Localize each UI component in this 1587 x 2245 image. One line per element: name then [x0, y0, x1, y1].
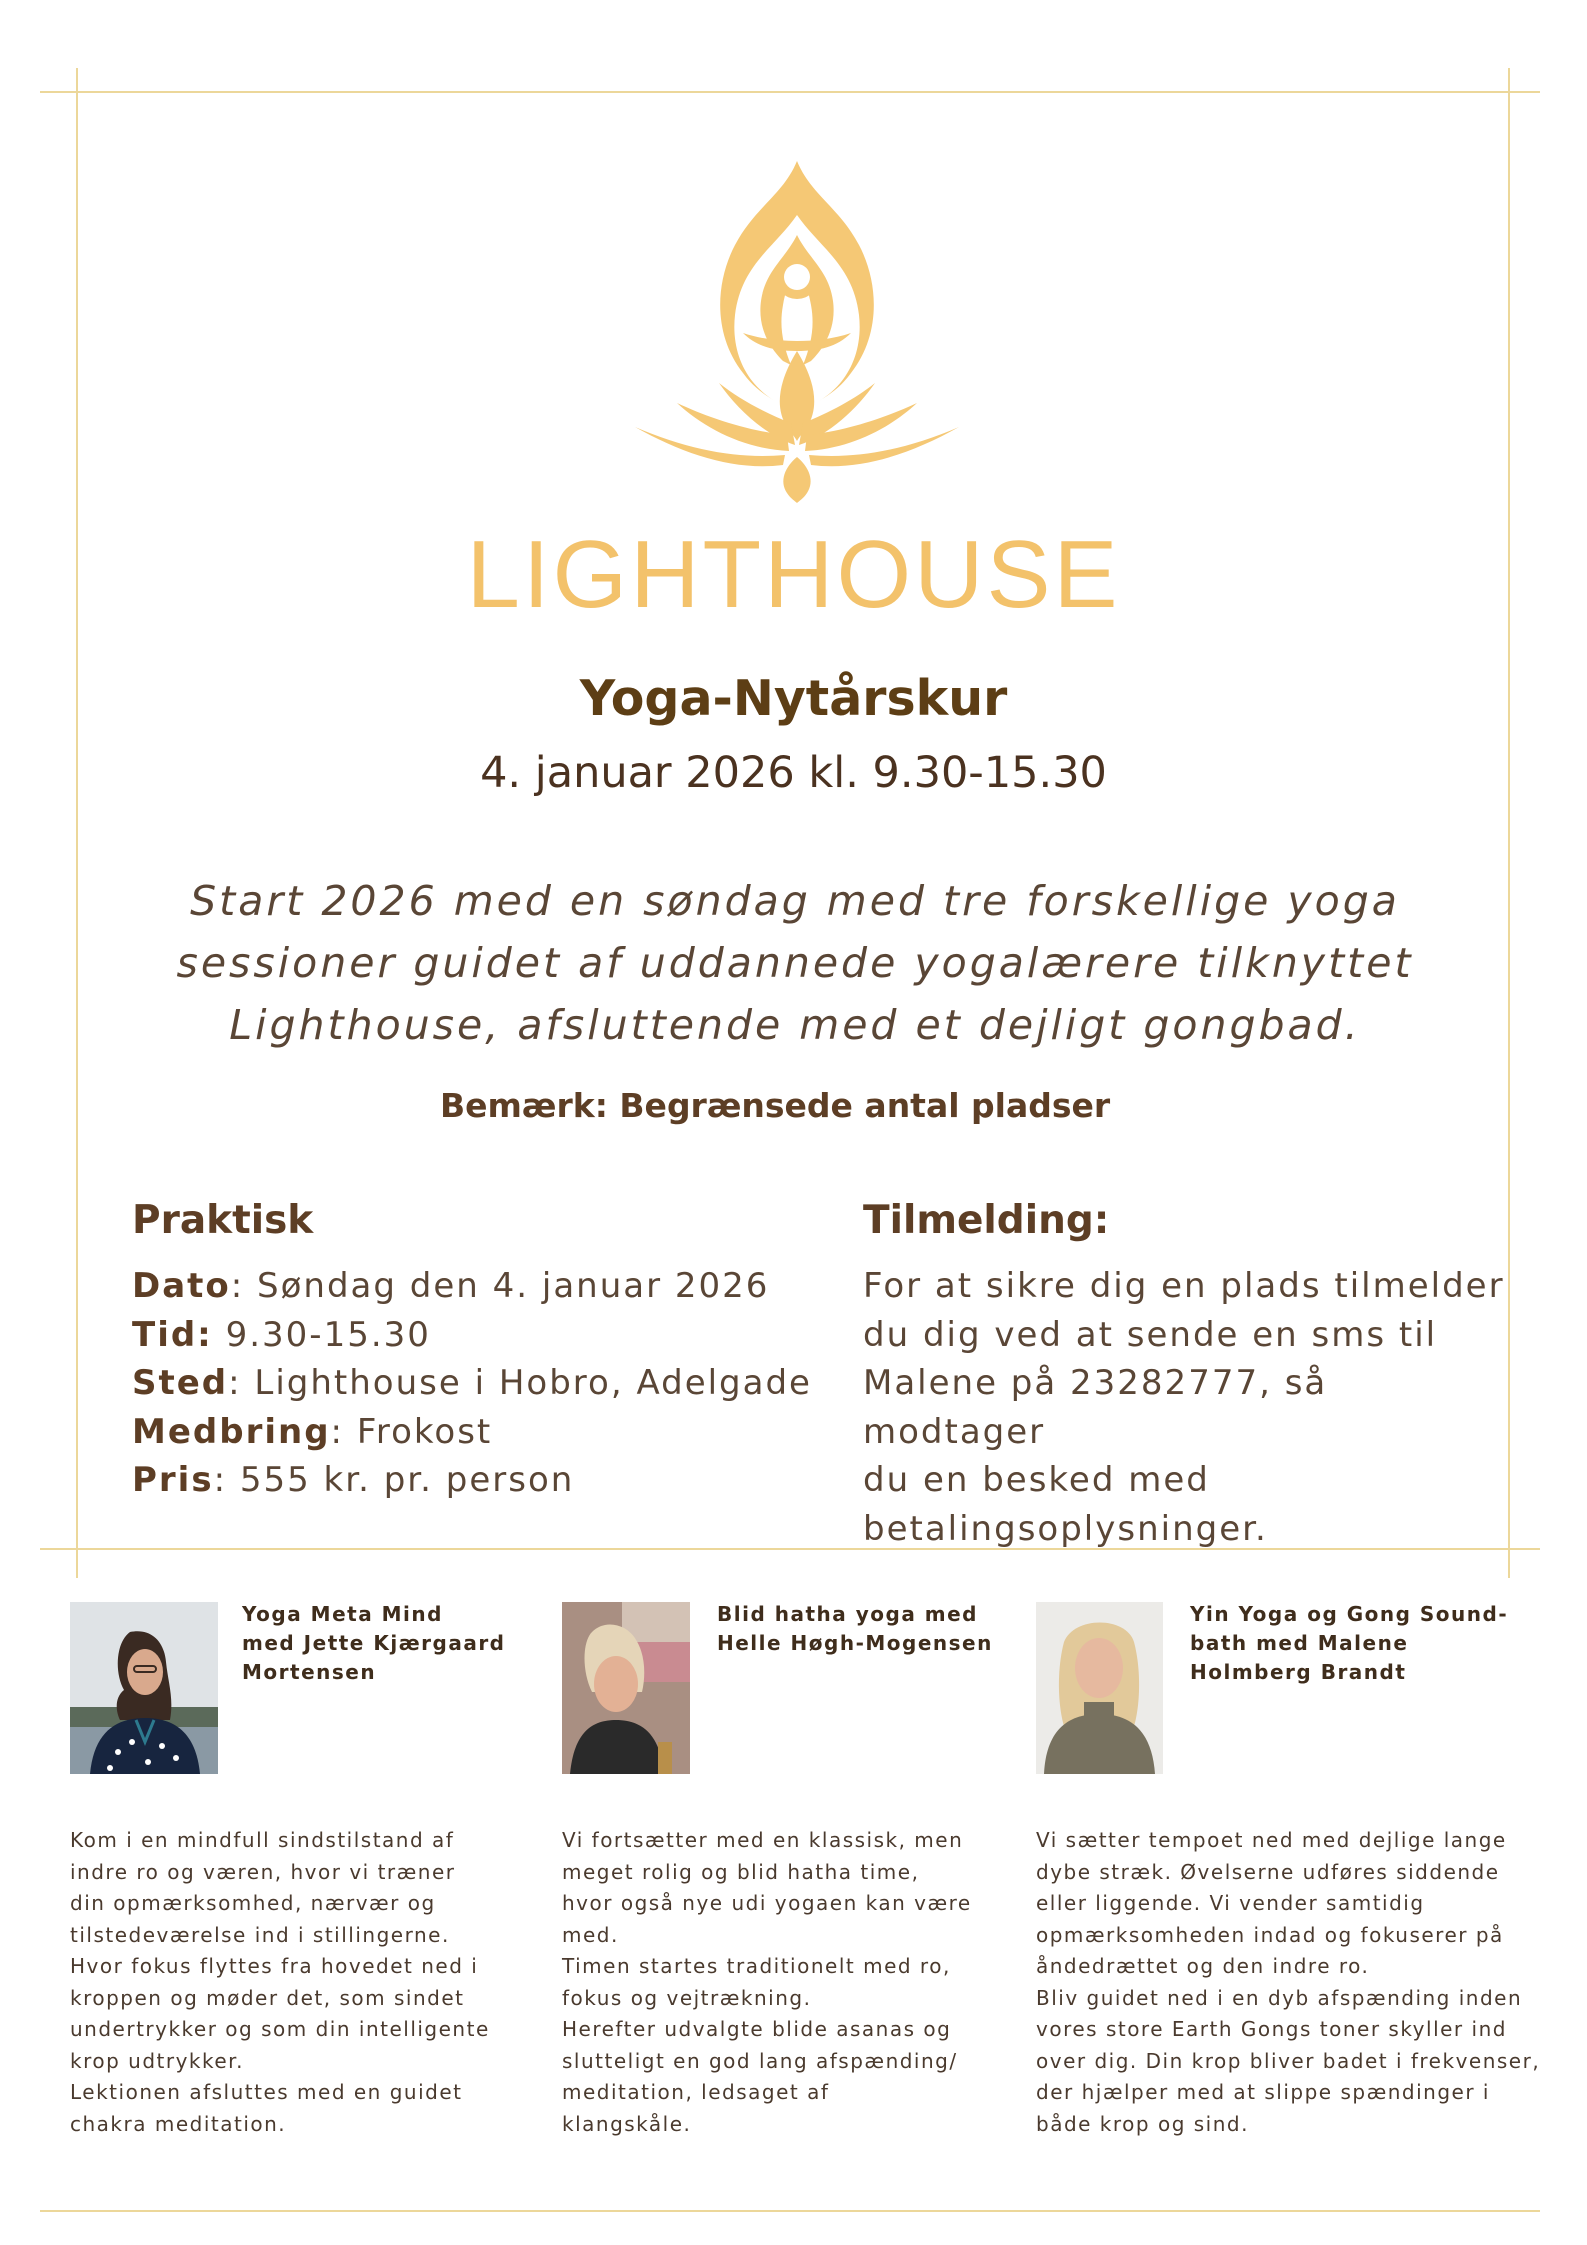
desc-line: opmærksomheden indad og fokuserer på: [1036, 1922, 1504, 1947]
item-sep: :: [230, 1266, 258, 1306]
desc-line: vores store Earth Gongs toner skyller ind: [1036, 2017, 1507, 2041]
teacher-photo-malene: [1036, 1602, 1163, 1774]
teacher-name-line: Yin Yoga og Gong Sound-: [1190, 1602, 1509, 1626]
praktisk-item-pris: [132, 1456, 812, 1505]
event-intro: [150, 870, 1440, 1056]
desc-line: slutteligt en god lang afspænding/: [562, 2048, 958, 2073]
frame-left-line: [76, 68, 78, 1578]
desc-line: åndedrættet og den indre ro.: [1036, 1954, 1370, 1978]
item-label: Sted: [132, 1363, 229, 1403]
tilmelding-line: Malene på 23282777, så modtager: [863, 1363, 1328, 1452]
teacher-name-malene: [1190, 1600, 1510, 1687]
teacher-name-line: Holmberg Brandt: [1190, 1660, 1407, 1684]
intro-line: Start 2026 med en søndag med tre forskellige yoga: [190, 877, 1400, 925]
event-title: Yoga-Nytårskur: [579, 670, 1008, 727]
item-value: Lighthouse i Hobro, Adelgade: [254, 1363, 812, 1403]
item-value: 555 kr. pr. person: [239, 1460, 575, 1500]
desc-line: Vi sætter tempoet ned med dejlige lange: [1036, 1828, 1507, 1852]
desc-line: undertrykker og som din intelligente: [70, 2017, 490, 2041]
teacher-name-jette: [242, 1600, 532, 1687]
intro-line: Lighthouse, afsluttende med et dejligt gongbad.: [229, 1001, 1361, 1049]
item-label: Tid:: [132, 1314, 213, 1355]
item-sep: :: [330, 1411, 357, 1452]
item-label: Dato: [132, 1266, 231, 1306]
lotus-logo-icon: [615, 155, 979, 505]
item-value: Søndag den 4. januar 2026: [257, 1266, 770, 1306]
intro-line: sessioner guidet af uddannede yogalærere tilknyttet: [176, 939, 1414, 987]
desc-line: med.: [562, 1922, 619, 1947]
tilmelding-line: du en besked med: [863, 1460, 1210, 1500]
teacher-photo-jette: [70, 1602, 218, 1774]
tilmelding-line: betalingsoplysninger.: [863, 1508, 1268, 1549]
item-label: Pris: [132, 1460, 214, 1500]
item-sep: :: [228, 1363, 255, 1403]
desc-line: Lektionen afsluttes med en guidet: [70, 2080, 463, 2104]
desc-line: fokus og vejtrækning.: [562, 1985, 812, 2010]
item-sep: :: [213, 1460, 240, 1500]
teacher-desc-malene: [1036, 1825, 1546, 2140]
desc-line: kroppen og møder det, som sindet: [70, 1985, 465, 2010]
teacher-name-line: Yoga Meta Mind: [242, 1602, 443, 1626]
praktisk-item-tid: [132, 1311, 812, 1360]
event-date-line: 4. januar 2026 kl. 9.30-15.30: [480, 748, 1107, 798]
item-sep: [213, 1315, 226, 1355]
tilmelding-heading: Tilmelding:: [863, 1198, 1110, 1243]
desc-line: både krop og sind.: [1036, 2111, 1249, 2136]
limited-seats-note: Bemærk: Begrænsede antal pladser: [440, 1086, 1111, 1125]
teacher-name-line: Blid hatha yoga med: [717, 1602, 978, 1626]
desc-line: der hjælper med at slippe spændinger i: [1036, 2080, 1490, 2104]
desc-line: hvor også nye udi yogaen kan være: [562, 1891, 972, 1915]
tilmelding-line: For at sikre dig en plads tilmelder: [863, 1266, 1505, 1306]
tilmelding-text: [863, 1262, 1513, 1553]
desc-line: eller liggende. Vi vender samtidig: [1036, 1891, 1425, 1915]
teacher-name-line: med Jette Kjærgaard: [242, 1631, 506, 1655]
desc-line: Timen startes traditionelt med ro,: [562, 1954, 951, 1978]
desc-line: dybe stræk. Øvelserne udføres siddende: [1036, 1859, 1500, 1884]
item-value: 9.30-15.30: [225, 1314, 431, 1355]
desc-line: tilstedeværelse ind i stillingerne.: [70, 1922, 450, 1947]
praktisk-item-dato: [132, 1262, 812, 1311]
frame-bottom-line: [40, 2210, 1540, 2212]
tilmelding-line: du dig ved at sende en sms til: [863, 1314, 1438, 1355]
item-label: Medbring: [132, 1411, 331, 1452]
teacher-name-line: Helle Høgh-Mogensen: [717, 1631, 993, 1655]
desc-line: meditation, ledsaget af: [562, 2080, 830, 2104]
desc-line: chakra meditation.: [70, 2111, 287, 2136]
teacher-name-line: bath med Malene: [1190, 1631, 1409, 1655]
frame-top-line: [40, 91, 1540, 93]
desc-line: Vi fortsætter med en klassisk, men: [562, 1828, 964, 1852]
desc-line: klangskåle.: [562, 2111, 692, 2136]
praktisk-item-medbring: [132, 1408, 812, 1457]
praktisk-list: [132, 1262, 812, 1505]
item-value: Frokost: [356, 1411, 493, 1452]
teacher-desc-helle: [562, 1825, 1012, 2140]
brand-name: LIGHTHOUSE: [466, 521, 1121, 628]
desc-line: krop udtrykker.: [70, 2048, 244, 2073]
teacher-name-line: Mortensen: [242, 1660, 377, 1684]
desc-line: indre ro og væren, hvor vi træner: [70, 1859, 456, 1884]
desc-line: Bliv guidet ned i en dyb afspænding inden: [1036, 1985, 1523, 2010]
teacher-name-helle: [717, 1600, 1017, 1658]
desc-line: Herefter udvalgte blide asanas og: [562, 2017, 952, 2041]
desc-line: din opmærksomhed, nærvær og: [70, 1891, 436, 1915]
praktisk-heading: Praktisk: [132, 1198, 314, 1243]
teacher-photo-helle: [562, 1602, 690, 1774]
desc-line: Hvor fokus flyttes fra hovedet ned i: [70, 1954, 479, 1978]
desc-line: meget rolig og blid hatha time,: [562, 1859, 920, 1884]
desc-line: over dig. Din krop bliver badet i frekvenser,: [1036, 2048, 1541, 2073]
desc-line: Kom i en mindfull sindstilstand af: [70, 1828, 455, 1852]
teacher-desc-jette: [70, 1825, 520, 2140]
praktisk-item-sted: [132, 1359, 812, 1408]
